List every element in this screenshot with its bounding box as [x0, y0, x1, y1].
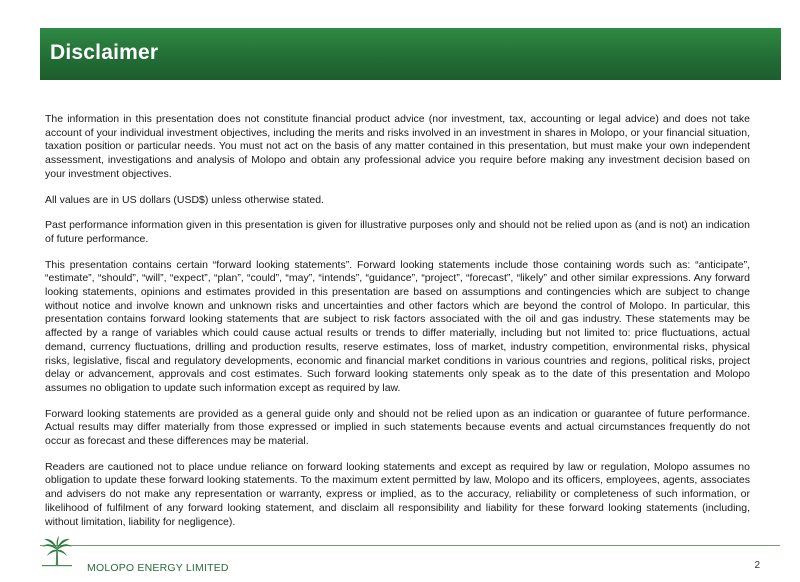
paragraph-reliance: Readers are cautioned not to place undue reliance on forward looking statements and except as required by law or regulation, Molopo assumes no obligation to update these forward looking statements. To the maximum extent permitted by law, Molopo and its officers, employees, agents, associates and advisers do not make any representation or warranty, express or implied, as to the accuracy, reliability or completeness of such information, or likelihood of fulfilment of any forward looking statement, and disclaim all responsibility and liability for these forward looking statements (including, without limitation, liability for negligence). [45, 460, 750, 528]
paragraph-forward-looking: This presentation contains certain “forward looking statements”. Forward looking statements include those containing words such as: “anticipate”, “estimate”, “should”, “will”, “expect”, “plan”, “could”, “may”, “intends”, “guidance”, “project”, “forecast”, “likely” and other similar expressions. Any forward looking statements, opinions and estimates provided in this presentation are based on assumptions and contingencies which are subject to change without notice and involve known and unknown risks and uncertainties and other factors which are beyond the control of Molopo. In particular, this presentation contains forward looking statements that are subject to risk factors associated with the oil and gas industry. These statements may be affected by a range of variables which could cause actual results or trends to differ materially, including but not limited to: price fluctuations, actual demand, currency fluctuations, drilling and production results, reserve estimates, loss of market, industry competition, environmental risks, physical risks, legislative, fiscal and regulatory developments, economic and financial market conditions in various countries and regions, political risks, project delay or advancement, approvals and cost estimates. Such forward looking statements only speak as to the date of this presentation and Molopo assumes no obligation to update such information except as required by law. [45, 258, 750, 394]
footer-divider [40, 545, 780, 546]
title-bar [40, 28, 781, 80]
page-title: Disclaimer [50, 41, 159, 64]
paragraph-currency: All values are in US dollars (USD$) unless otherwise stated. [45, 193, 324, 206]
paragraph-advice: The information in this presentation does not constitute financial product advice (nor investment, tax, accounting or legal advice) and does not take account of your individual investment objectives, including the merits and risks involved in an investment in shares in Molopo, or your financial situation, taxation position or particular needs. You must not act on the basis of any matter contained in this presentation, but must make your own independent assessment, investigations and analysis of Molopo and obtain any professional advice you require before making any investment decision based on your investment objectives. [45, 113, 750, 180]
page-number: 2 [754, 560, 760, 571]
paragraph-past-performance: Past performance information given in this presentation is given for illustrative purposes only and should not be relied upon as (and is not) an indication of future performance. [45, 219, 750, 245]
disclaimer-body [45, 113, 750, 541]
paragraph-general-guide: Forward looking statements are provided as a general guide only and should not be relied upon as an indication or guarantee of future performance. Actual results may differ materially from those expressed or implied in such statements because events and actual circumstances frequently do not occur as forecast and these differences may be material. [45, 407, 750, 448]
palm-tree-logo-icon [40, 535, 74, 573]
company-name: MOLOPO ENERGY LIMITED [87, 562, 229, 574]
